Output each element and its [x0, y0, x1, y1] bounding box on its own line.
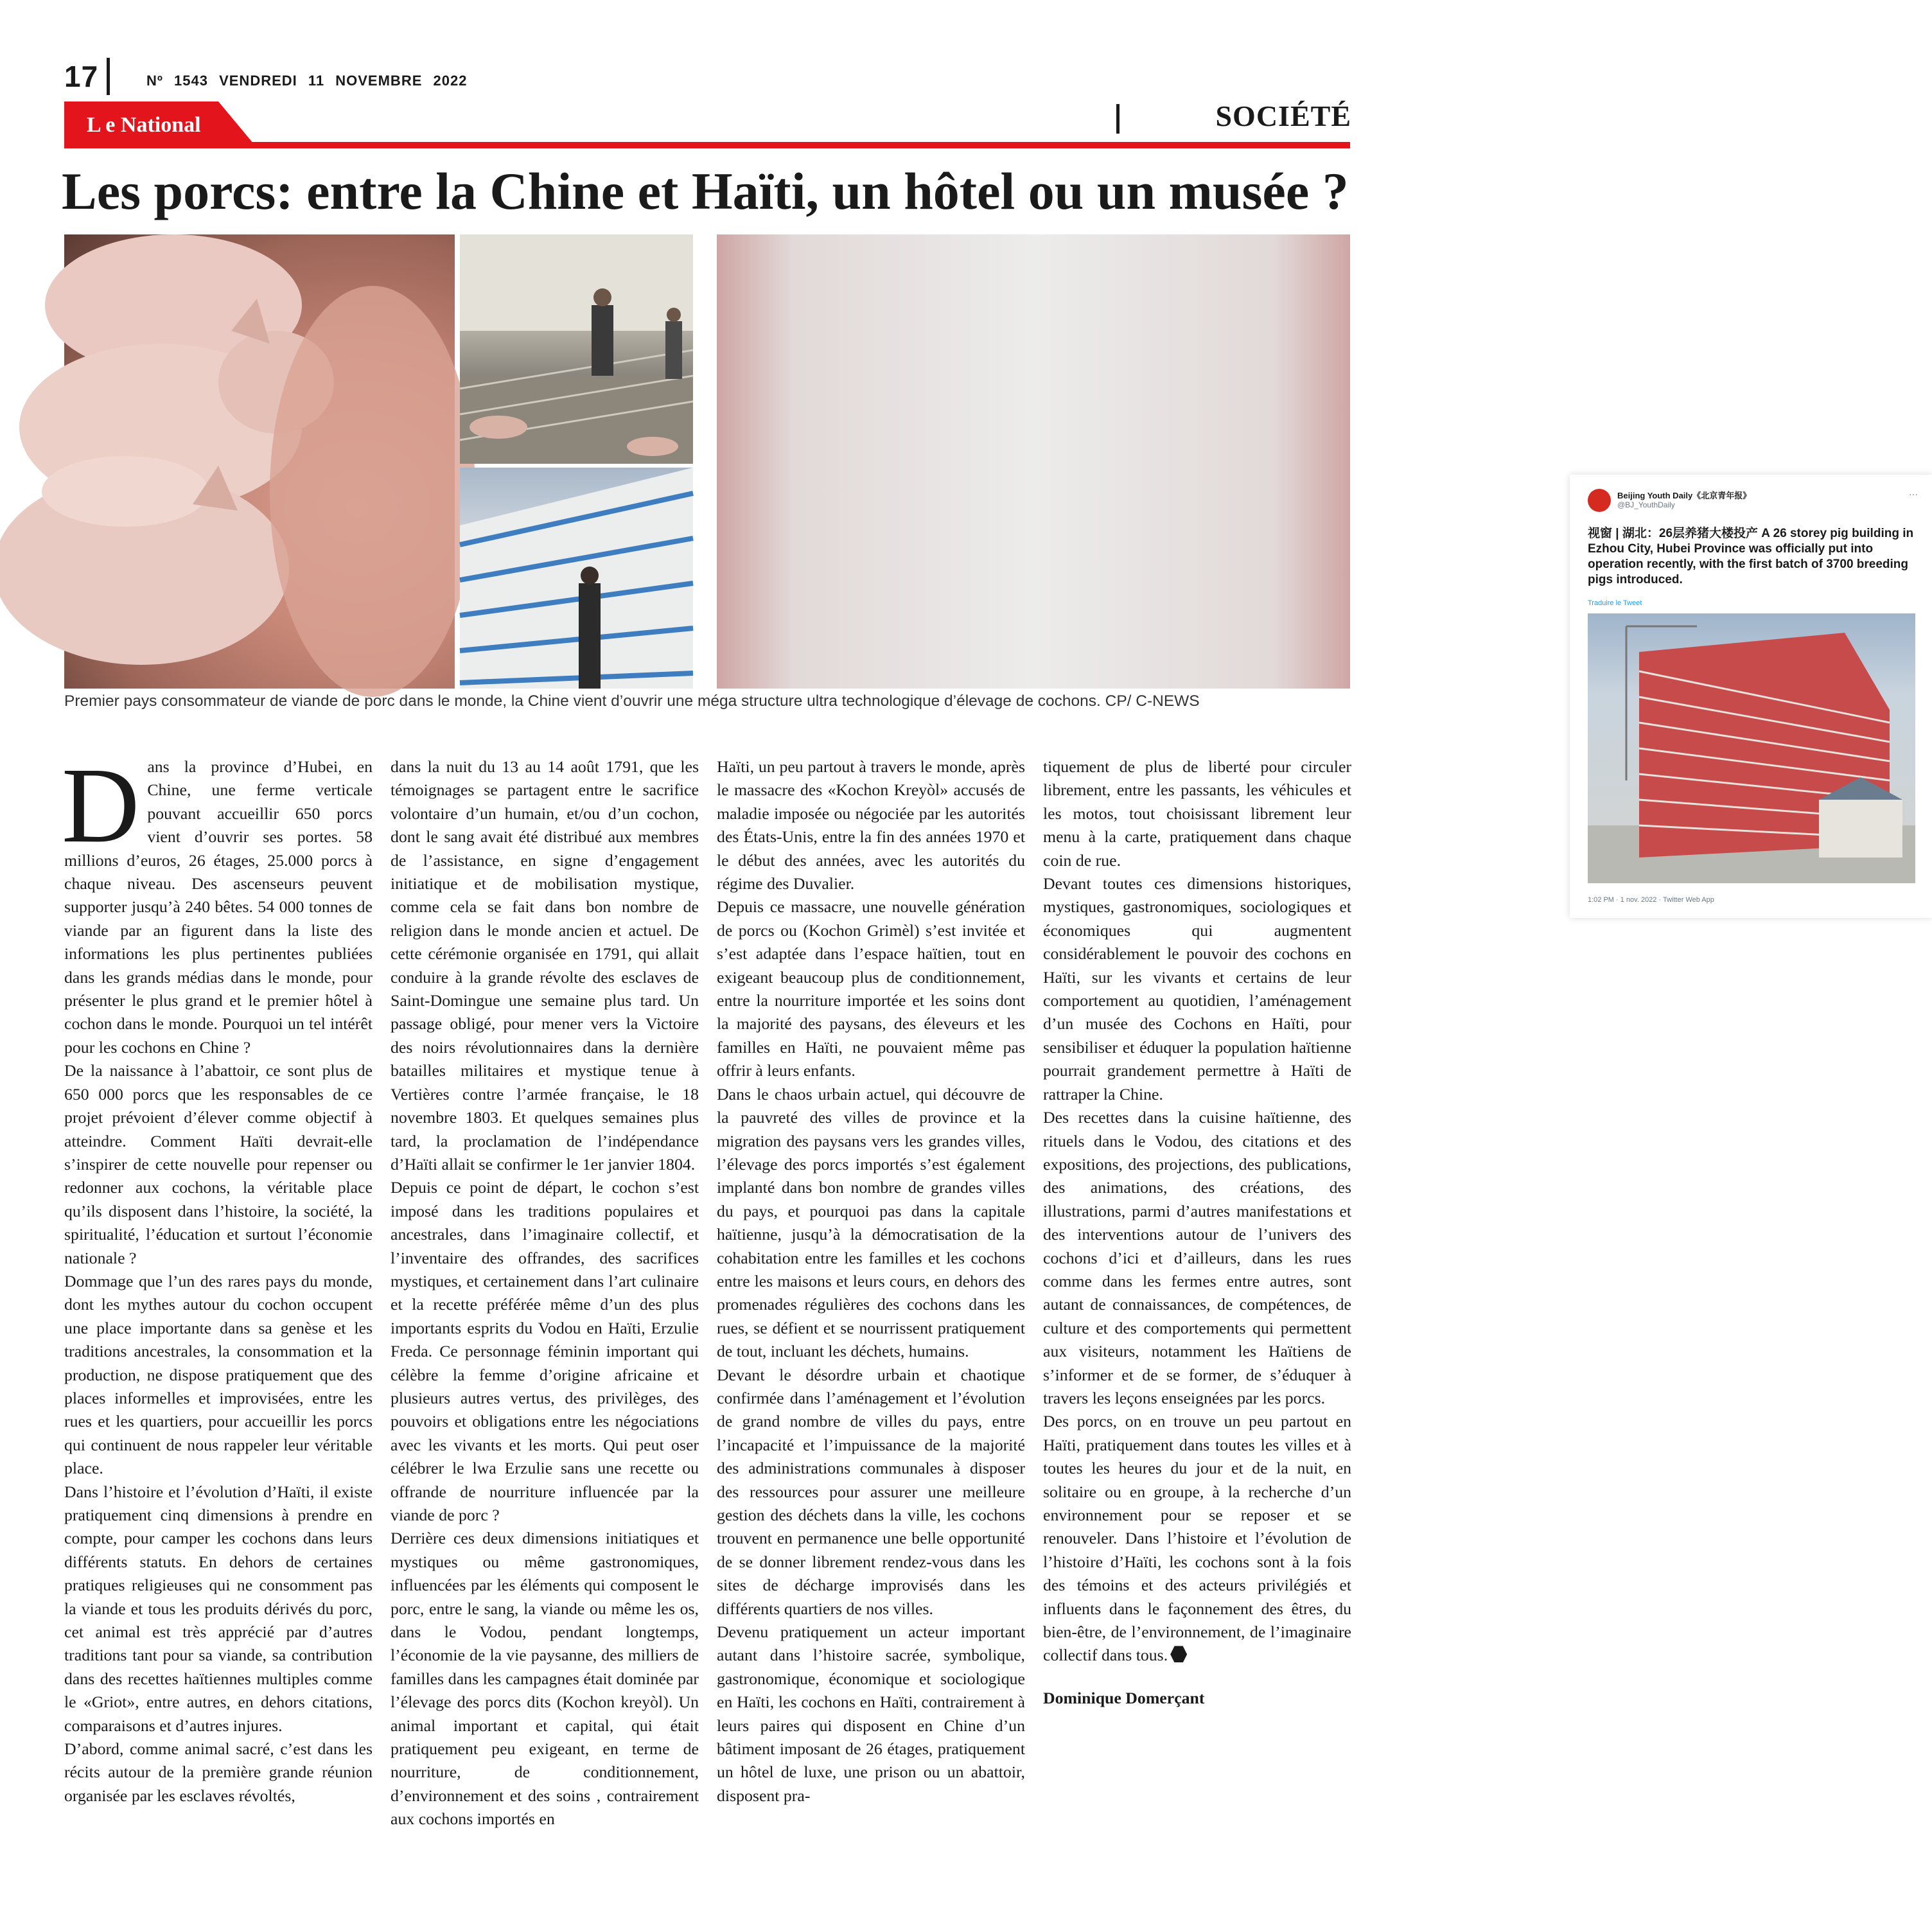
paragraph: Dans le chaos urbain actuel, qui découvre de la pauvreté des villes de province et la migration des paysans vers les grandes villes, l’élevage des porcs importés s’est également implanté dans bon nombre de grandes villes du pays, et pourquoi pas dans la capitale haïtienne, jusqu’à la démocratisation de la cohabitation entre les familles et les cochons entre les maisons et leurs cours, en dehors des promenades régulières des cochons dans les rues, se défient et se nourrissent pratiquement de tout, incluant les déchets, humains. [717, 1084, 1025, 1361]
paragraph [1043, 1410, 1351, 1667]
issue-info: Nº 1543 VENDREDI 11 NOVEMBRE 2022 [146, 73, 468, 89]
paragraph: Devant toutes ces dimensions historiques, mystiques, gastronomiques, sociologiques et économiques qui augmentent considérablement le pouvoir des cochons en Haïti, sur les vivants et certains de leur comportement au quotidien, l’aménagement d’un musée des Cochons en Haïti, pour sensibiliser et éduquer la population haïtienne pourrait grandement permettre à Haïti de rattraper la Chine. [1043, 874, 1351, 1104]
page-number: 17 [64, 60, 99, 93]
piglets-illustration [64, 234, 455, 689]
tweet-text: 视窗 | 湖北：26层养猪大楼投产 A 26 storey pig building in Ezhou City, Hubei Province was officially put into operation recently, with the first batch of 3700 breeding pigs introduced. [1588, 527, 1914, 586]
author-byline: Dominique Domerçant [1043, 1688, 1205, 1707]
paragraph-text: Des porcs, on en trouve un peu partout en Haïti, pratiquement dans toutes les villes et à toutes les heures du jour et de la nuit, en solitaire ou en groupe, à la recherche d’un environnement pour se reposer et se renouveler. Dans l’histoire et l’évolution de l’histoire d’Haïti, les cochons sont à la fois des témoins et des acteurs privilégiés et influents dans le façonnement des êtres, du bien-être, de l’environnement, de l’imaginaire collectif dans tous. [1043, 1412, 1351, 1665]
paragraph: Depuis ce point de départ, le cochon s’est imposé dans les traditions populaires et ancestrales, dans l’imaginaire collectif, et l’inventaire des offrandes, des sacrifices mystiques, et certainement dans l’art culinaire et la recette préférée même d’un des plus importants esprits du Vodou en Haïti, Erzulie Freda. Ce personnage féminin important qui célèbre la femme d’origine africaine et plusieurs autres vertus, des privilèges, des pouvoirs et obligations entre les négociations avec les vivants et les morts. Qui peut oser célébrer le lwa Erzulie sans une recette ou offrande de nourriture influencée par la viande de porc ? [391, 1178, 699, 1524]
tweet-author-handle: @BJ_YouthDaily [1617, 500, 1675, 509]
rubric-divider [1116, 104, 1120, 134]
paragraph-text: ans la province d’Hubei, en Chine, une ferme verticale pouvant accueillir 650 porcs vient d’ouvrir ses portes. 58 millions d’euros, 26 étages, 25.000 porcs à chaque niveau. Des ascenseurs peuvent supporter jusqu’à 240 bêtes. 54 000 tonnes de viande par an figurent dans la liste des informations les plus pertinentes publiées dans les grands médias dans le monde, pour présenter le plus grand et le premier hôtel à cochon dans le monde. Pourquoi un tel intérêt pour les cochons en Chine ? [64, 757, 373, 1057]
pig-building-facade-photo [460, 468, 693, 689]
folio-divider [107, 58, 110, 95]
farm-interior-illustration [460, 234, 693, 464]
paragraph: Haïti, un peu partout à travers le monde, après le massacre des «Kochon Kreyòl» accusés de maladie imposée ou négociée par les autorités des États-Unis, entre la fin des années 1970 et le début des années, avec les autorités du régime des Duvalier. [717, 757, 1025, 893]
tweet-building-image [1588, 613, 1915, 883]
paragraph: D’abord, comme animal sacré, c’est dans les récits autour de la première grande réunion organisée par les esclaves révoltés, [64, 1739, 373, 1805]
translate-tweet-link: Traduire le Tweet [1588, 599, 1642, 607]
paragraph: dans la nuit du 13 au 14 août 1791, que les témoignages se partagent entre le sacrifice volontaire d’un humain, et/ou d’un cochon, dont le sang avait été distribué aux membres de l’assistance, en signe d’engagement initiatique et de mobilisation mystique, comme cela se fait dans bon nombre de religion dans le monde ancien et actuel. De cette cérémonie organisée en 1791, qui allait conduire à la grande révolte des esclaves de Saint-Domingue une semaine plus tard. Un passage obligé, pour mener vers la Victoire des noirs révolutionnaires dans la dernière batailles militaires et mystique tenue à Vertières contre l’armée française, le 18 novembre 1803. Et quelques semaines plus tard, la proclamation de l’indépendance d’Haïti allait se confirmer le 1er janvier 1804. [391, 757, 699, 1174]
tweet-author-name: Beijing Youth Daily《北京青年报》 [1617, 491, 1752, 500]
pig-tower-illustration [1588, 613, 1915, 883]
paragraph: Des recettes dans la cuisine haïtienne, des rituels dans le Vodou, des citations et des expositions, des projections, des publications, des animations, des créations, des illustrations, parmi d’autres manifestations et des interventions autour de l’univers des cochons d’ici et d’ailleurs, dans les rues comme dans les fermes entre autres, sont autant de connaissances, de compétences, de culture et des comportements qui permettent aux visiteurs, notamment les Haïtiens de s’informer et de se former, de s’éduquer à travers les leçons enseignées par les porcs. [1043, 1108, 1351, 1407]
tweet-timestamp: 1:02 PM · 1 nov. 2022 · Twitter Web App [1588, 896, 1714, 904]
paragraph: Depuis ce massacre, une nouvelle génération de porcs ou (Kochon Grimèl) s’est invitée et s’est adaptée dans l’espace haïtien, tout en exigeant beaucoup plus de conditionnement, entre la nourriture importée et les soins dont la majorité des paysans, des éleveurs et les familles en Haïti, ne pouvaient même pas offrir à leurs enfants. [717, 897, 1025, 1080]
paragraph: Dommage que l’un des rares pays du monde, dont les mythes autour du cochon occupent une place importante dans sa genèse et les traditions ancestrales, la consommation et la production, ne dispose pratiquement que des places informelles et improvisées, entre les rues et les quartiers, pour accueillir les porcs qui continuent de nous rappeler leur véritable place. [64, 1271, 373, 1478]
article-column-4 [1043, 755, 1351, 1710]
paragraph [62, 746, 373, 1059]
paragraph: De la naissance à l’abattoir, ce sont plus de 650 000 porcs que les responsables de ce projet prévoient d’élever comme objectif à atteindre. Comment Haïti devrait-elle s’inspirer de cette nouvelle pour repenser ou redonner aux cochons, la véritable place qu’ils disposent dans l’histoire, la société, la spiritualité, l’éducation et surtout l’économie nationale ? [64, 1061, 373, 1267]
more-options-icon: ··· [1909, 489, 1918, 499]
paragraph: Derrière ces deux dimensions initiatiques et mystiques ou même gastronomiques, influencées par les éléments qui composent le porc, entre le sang, la viande ou même les os, dans le Vodou, pendant longtemps, l’économie de la vie paysanne, des milliers de familles dans les campagnes était dominée par l’élevage des porcs dits (Kochon kreyòl). Un animal important et capital, qui était pratiquement peu exigeant, en terme de nourriture, de conditionnement, d’environnement et des soins , contrairement aux cochons importés en [391, 1529, 699, 1829]
rubric-label: SOCIÉTÉ [1215, 100, 1351, 132]
red-header-rule [64, 142, 1350, 148]
paragraph: Devant le désordre urbain et chaotique confirmée dans l’aménagement et l’évolution de grand nombre de villes du pays, entre l’incapacité et l’impuissance de la majorité des administrations communales à disposer des ressources pour assurer une meilleure gestion des déchets dans la ville, les cochons trouvent en permanence une belle opportunité de se donner librement rendez-vous dans les sites de décharge improvisés dans les différents quartiers de nos villes. [717, 1365, 1025, 1618]
pig-farm-interior-photo [460, 234, 693, 464]
tweet-card [1570, 475, 1932, 918]
paragraph: Devenu pratiquement un acteur important autant dans l’histoire sacrée, symbolique, gastronomique, économique et sociologique en Haïti, les cochons en Haïti, contrairement à leurs paires qui disposent en Chine d’un bâtiment imposant de 26 étages, pratiquement un hôtel de luxe, une prison ou un abattoir, disposent pra- [717, 1623, 1025, 1805]
facade-illustration [460, 468, 693, 689]
paragraph: tiquement de plus de liberté pour circuler librement, entre les passants, les véhicules et les motos, tout choisissant librement leur menu à la carte, pratiquement dans chaque coin de rue. [1043, 757, 1351, 870]
article-column-2 [391, 755, 699, 1831]
piglets-photo [64, 234, 455, 689]
end-of-article-icon [1170, 1646, 1187, 1662]
section-tag: L e National [87, 113, 201, 137]
drop-cap: D [62, 746, 140, 865]
paragraph: Dans l’histoire et l’évolution d’Haïti, il existe pratiquement cinq dimensions à prendre en compte, pour camper les cochons dans leurs différents statuts. En dehors de certaines pratiques religieuses qui ne consomment pas la viande et tous les produits dérivés du porc, cet animal est très apprécié par d’autres traditions tant pour sa viande, sa contribution dans des recettes haïtiennes multiples comme le «Griot», entre autres, en dehors citations, comparaisons et d’autres injures. [64, 1482, 373, 1735]
headline: Les porcs: entre la Chine et Haïti, un hôtel ou un musée ? [62, 162, 1349, 220]
photo-caption: Premier pays consommateur de viande de porc dans le monde, la Chine vient d’ouvrir une méga structure ultra technologique d’élevage de cochons. CP/ C-NEWS [64, 692, 1200, 710]
article-column-1 [62, 746, 373, 1808]
avatar [1588, 489, 1611, 512]
article-column-3 [717, 755, 1025, 1808]
